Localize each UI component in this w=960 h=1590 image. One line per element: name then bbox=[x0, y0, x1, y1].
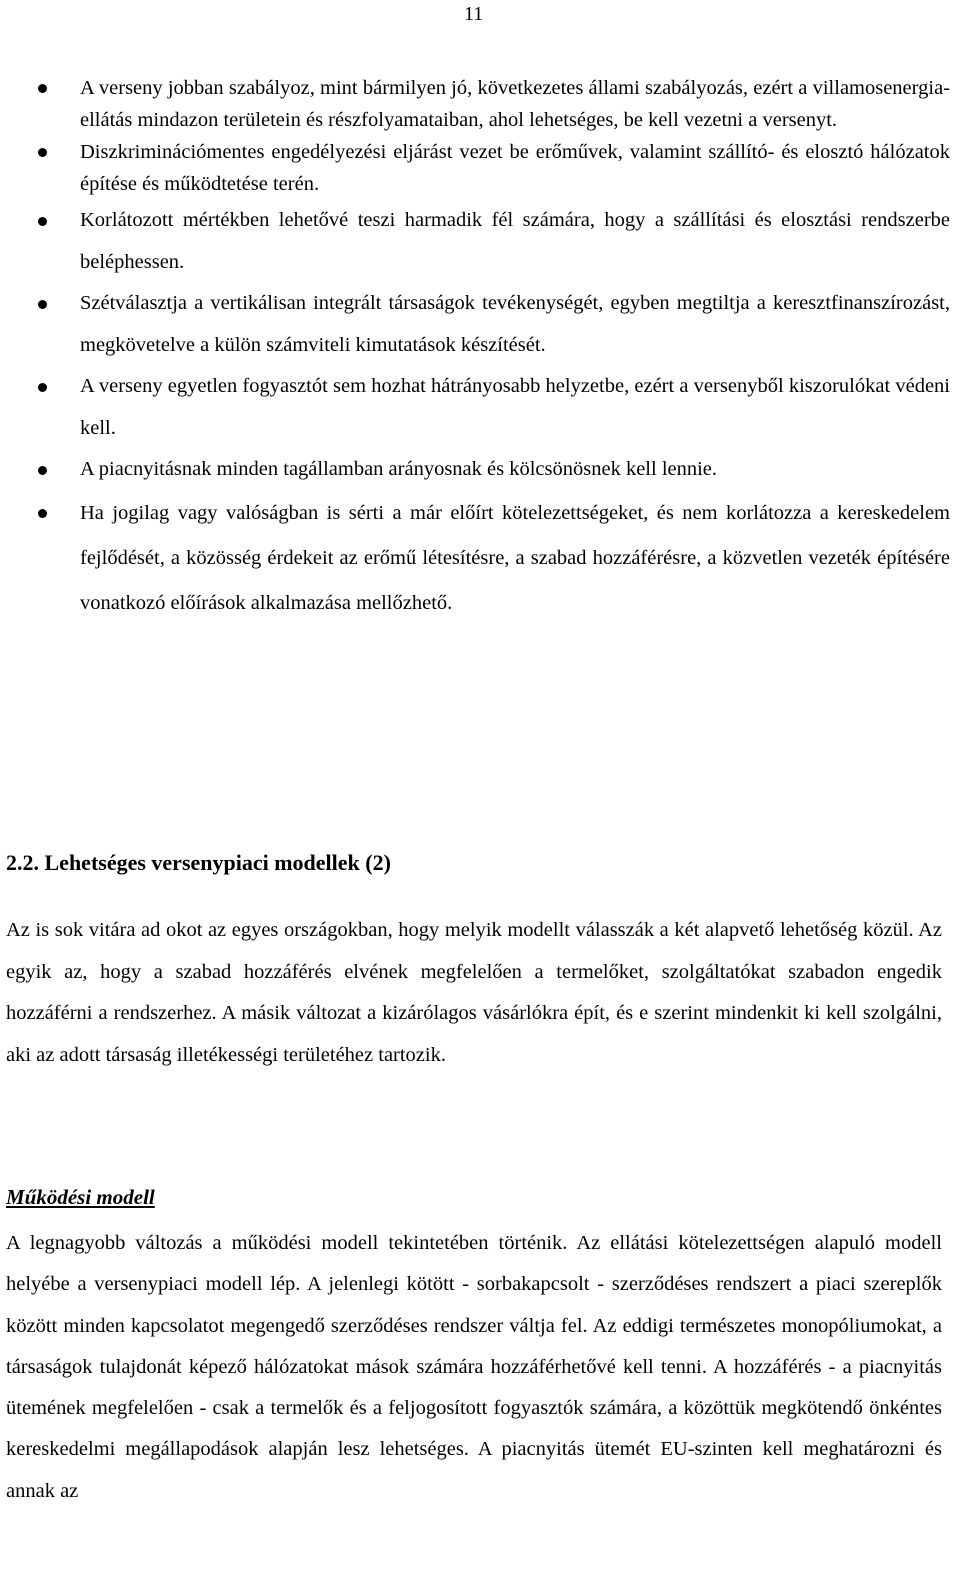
bullet-item bbox=[0, 136, 960, 200]
page-number: 11 bbox=[464, 3, 484, 25]
bullet-dot-icon bbox=[38, 383, 47, 392]
bullet-dot-icon bbox=[38, 217, 47, 226]
bullet-text: Korlátozott mértékben lehetővé teszi harmadik fél számára, hogy a szállítási és elosztási rendszerbe beléphessen. bbox=[80, 209, 950, 273]
subheading: Működési modell bbox=[6, 1185, 155, 1209]
bullet-item bbox=[0, 491, 960, 626]
bullet-dot-icon bbox=[38, 148, 47, 157]
bullet-text: Diszkriminációmentes engedélyezési eljárást vezet be erőművek, valamint szállító- és elosztó hálózatok építése és működtetése terén. bbox=[80, 141, 950, 195]
bullet-item bbox=[0, 449, 960, 491]
bullet-dot-icon bbox=[38, 84, 47, 93]
body-paragraph: A legnagyobb változás a működési modell tekintetében történik. Az ellátási kötelezettségen alapuló modell helyébe a versenypiaci modell lép. A jelenlegi kötött - sorbakapcsolt - szerződéses rendszert a piaci szereplők között minden kapcsolatot megengedő szerződéses rendszer váltja fel. Az eddigi természetes monopóliumokat, a társaságok tulajdonát képező hálózatokat mások számára hozzáférhetővé kell tenni. A hozzáférés - a piacnyitás ütemének megfelelően - csak a termelők és a feljogosított fogyasztók számára, a közöttük megkötendő önkéntes kereskedelmi megállapodások alapján lesz lehetséges. A piacnyitás ütemét EU-szinten kell meghatározni és annak az bbox=[6, 1232, 942, 1502]
bullet-item bbox=[0, 283, 960, 366]
bullet-dot-icon bbox=[38, 466, 47, 475]
section-heading: 2.2. Lehetséges versenypiaci modellek (2) bbox=[6, 850, 391, 875]
bullet-item bbox=[0, 366, 960, 449]
bullet-text: Ha jogilag vagy valóságban is sérti a már előírt kötelezettségeket, és nem korlátozza a kereskedelem fejlődését, a közösség érdekeit az erőmű létesítésre, a szabad hozzáférésre, a közvetlen vezeték építésére vonatkozó előírások alkalmazása mellőzhető. bbox=[80, 501, 950, 614]
bullet-dot-icon bbox=[38, 300, 47, 309]
bullet-item bbox=[0, 72, 960, 136]
bullet-text: Szétválasztja a vertikálisan integrált társaságok tevékenységét, egyben megtiltja a keresztfinanszírozást, megkövetelve a külön számviteli kimutatások készítését. bbox=[80, 292, 950, 356]
bullet-dot-icon bbox=[38, 509, 47, 518]
body-paragraph: Az is sok vitára ad okot az egyes országokban, hogy melyik modellt válasszák a két alapvető lehetőség közül. Az egyik az, hogy a szabad hozzáférés elvének megfelelően a termelőket, szolgáltatókat szabadon engedik hozzáférni a rendszerhez. A másik változat a kizárólagos vásárlókra épít, és e szerint mindenkit ki kell szolgálni, aki az adott társaság illetékességi területéhez tartozik. bbox=[6, 919, 942, 1066]
bullet-text: A verseny egyetlen fogyasztót sem hozhat hátrányosabb helyzetbe, ezért a versenyből kiszorulókat védeni kell. bbox=[80, 375, 950, 439]
bullet-item bbox=[0, 200, 960, 283]
bullet-list bbox=[0, 72, 960, 626]
bullet-text: A piacnyitásnak minden tagállamban arányosnak és kölcsönösnek kell lennie. bbox=[80, 458, 718, 480]
bullet-text: A verseny jobban szabályoz, mint bármilyen jó, következetes állami szabályozás, ezért a villamosenergia-ellátás mindazon területein és részfolyamataiban, ahol lehetséges, be kell vezetni a versenyt. bbox=[80, 77, 950, 131]
